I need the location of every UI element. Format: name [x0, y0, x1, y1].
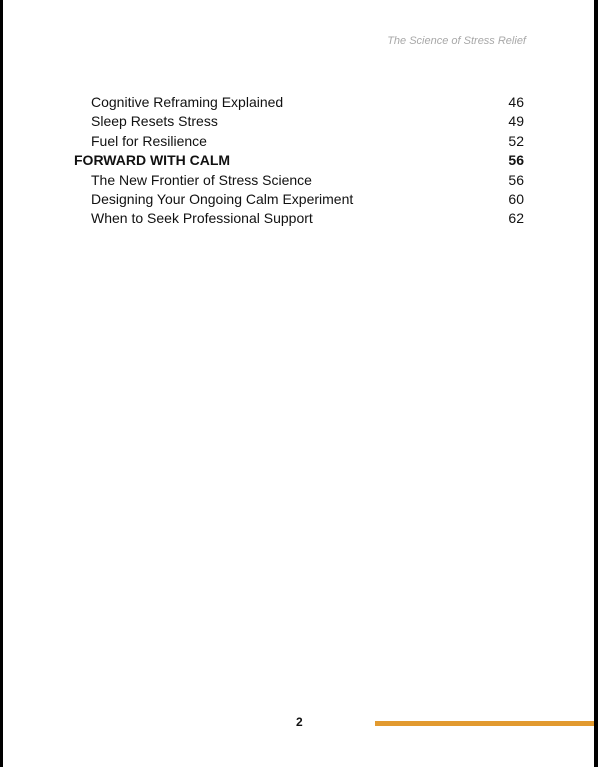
toc-entry-title: The New Frontier of Stress Science: [91, 171, 312, 188]
toc-entry: [3, 209, 594, 228]
toc-entry-title: Cognitive Reframing Explained: [91, 94, 284, 110]
toc-entry-title: Designing Your Ongoing Calm Experiment: [91, 190, 354, 207]
toc-entry-title: When to Seek Professional Support: [91, 210, 313, 227]
footer-accent-rule: [375, 721, 594, 726]
toc-entry: [3, 112, 594, 131]
toc-entry-page: 56: [508, 171, 524, 188]
toc-part-page: 56: [508, 152, 524, 169]
toc-entry-page: 52: [508, 132, 524, 149]
toc-entry-page: 49: [508, 113, 524, 130]
toc-part-heading: [3, 151, 594, 170]
toc-entry: [3, 171, 594, 190]
toc-entry-title: Fuel for Resilience: [91, 132, 207, 149]
running-header: The Science of Stress Relief: [387, 35, 526, 47]
toc-entry-page: 46: [508, 94, 524, 110]
document-page: [3, 0, 594, 767]
toc-entry: [3, 190, 594, 209]
toc-entry: [3, 93, 594, 112]
toc-entry: [3, 132, 594, 151]
toc-part-title: FORWARD WITH CALM: [74, 152, 231, 169]
toc-entry-page: 62: [508, 210, 524, 227]
toc-entry-title: Sleep Resets Stress: [91, 113, 218, 130]
toc-entry-page: 60: [508, 190, 524, 207]
page-number: 2: [296, 715, 303, 729]
table-of-contents: [3, 93, 594, 229]
